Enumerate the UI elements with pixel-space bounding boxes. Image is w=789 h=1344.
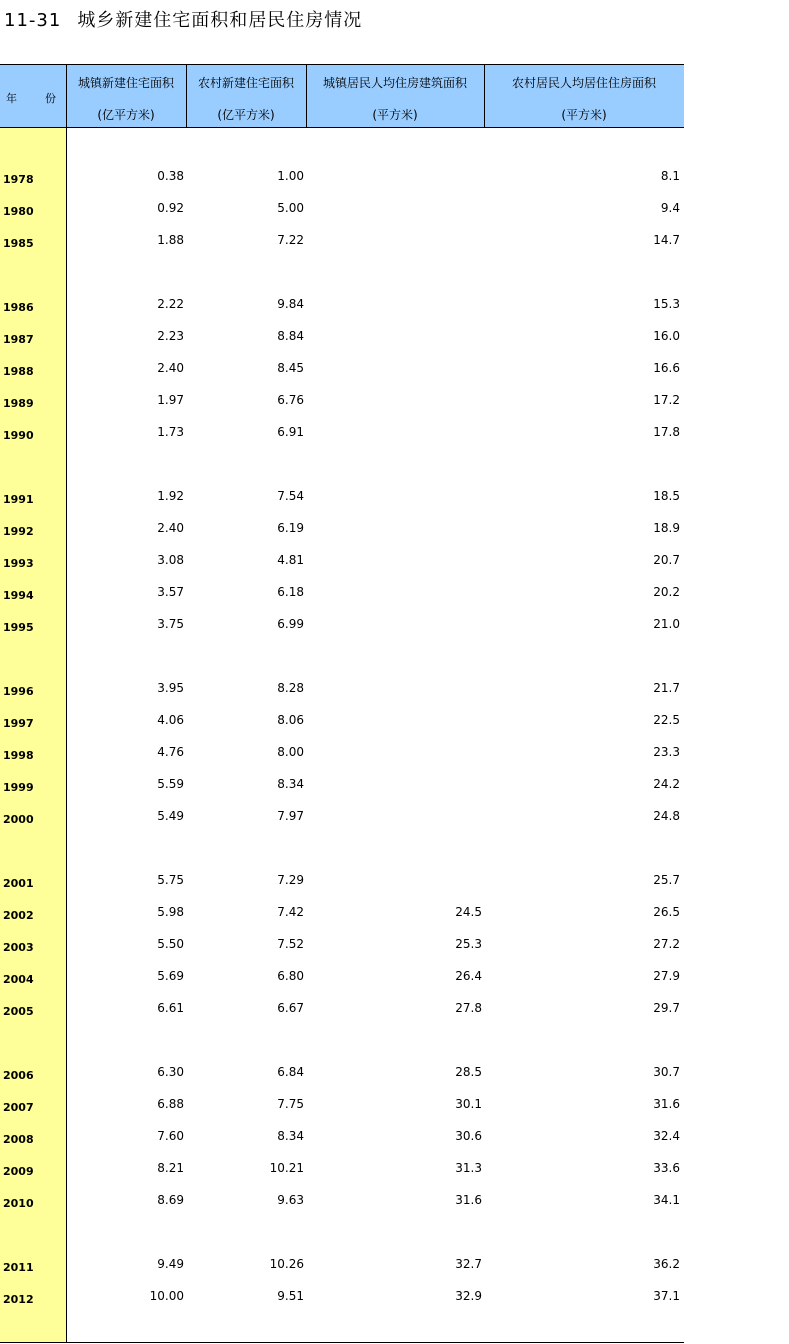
cell-rural-per-capita: 20.2 bbox=[653, 585, 680, 599]
cell-rural-new: 9.84 bbox=[277, 297, 304, 311]
table-row bbox=[0, 1126, 684, 1146]
row-year: 2005 bbox=[3, 1005, 34, 1018]
row-year: 2010 bbox=[3, 1197, 34, 1210]
cell-urban-new: 5.50 bbox=[157, 937, 184, 951]
cell-urban-new: 5.49 bbox=[157, 809, 184, 823]
cell-urban-per-capita: 27.8 bbox=[455, 1001, 482, 1015]
table-bottom-rule bbox=[0, 1342, 684, 1343]
cell-rural-per-capita: 20.7 bbox=[653, 553, 680, 567]
cell-urban-per-capita: 28.5 bbox=[455, 1065, 482, 1079]
cell-urban-new: 3.08 bbox=[157, 553, 184, 567]
table-row bbox=[0, 806, 684, 826]
cell-rural-new: 5.00 bbox=[277, 201, 304, 215]
cell-rural-per-capita: 22.5 bbox=[653, 713, 680, 727]
row-year: 2002 bbox=[3, 909, 34, 922]
header-top-rule bbox=[0, 64, 684, 65]
cell-urban-new: 1.88 bbox=[157, 233, 184, 247]
header-urban-new-area-unit: (亿平方米) bbox=[97, 108, 155, 122]
table-row bbox=[0, 998, 684, 1018]
cell-urban-per-capita: 26.4 bbox=[455, 969, 482, 983]
cell-urban-new: 0.92 bbox=[157, 201, 184, 215]
cell-urban-new: 5.59 bbox=[157, 777, 184, 791]
cell-urban-new: 4.06 bbox=[157, 713, 184, 727]
cell-rural-per-capita: 36.2 bbox=[653, 1257, 680, 1271]
cell-urban-new: 4.76 bbox=[157, 745, 184, 759]
cell-rural-per-capita: 23.3 bbox=[653, 745, 680, 759]
row-year: 1991 bbox=[3, 493, 34, 506]
header-rural-new-area-unit: (亿平方米) bbox=[217, 108, 275, 122]
cell-urban-new: 2.22 bbox=[157, 297, 184, 311]
cell-urban-new: 1.92 bbox=[157, 489, 184, 503]
cell-rural-per-capita: 24.8 bbox=[653, 809, 680, 823]
cell-rural-per-capita: 18.9 bbox=[653, 521, 680, 535]
cell-rural-per-capita: 9.4 bbox=[660, 201, 680, 215]
row-year: 2006 bbox=[3, 1069, 34, 1082]
table-row bbox=[0, 326, 684, 346]
row-year: 1978 bbox=[3, 173, 34, 186]
cell-rural-new: 6.18 bbox=[277, 585, 304, 599]
header-rural-new-area-title: 农村新建住宅面积 bbox=[197, 76, 294, 90]
header-year bbox=[0, 64, 66, 128]
cell-rural-per-capita: 26.5 bbox=[653, 905, 680, 919]
cell-urban-per-capita: 30.6 bbox=[455, 1129, 482, 1143]
row-year: 1980 bbox=[3, 205, 34, 218]
cell-rural-new: 6.80 bbox=[277, 969, 304, 983]
row-year: 1987 bbox=[3, 333, 34, 346]
cell-urban-per-capita: 31.3 bbox=[455, 1161, 482, 1175]
row-year: 2004 bbox=[3, 973, 34, 986]
row-year: 1992 bbox=[3, 525, 34, 538]
table-row bbox=[0, 774, 684, 794]
table-row bbox=[0, 902, 684, 922]
header-rural-per-capita bbox=[484, 64, 684, 128]
cell-urban-per-capita: 32.9 bbox=[455, 1289, 482, 1303]
table-row bbox=[0, 742, 684, 762]
cell-urban-per-capita: 30.1 bbox=[455, 1097, 482, 1111]
row-year: 1988 bbox=[3, 365, 34, 378]
header-urban-per-capita-title: 城镇居民人均住房建筑面积 bbox=[322, 76, 467, 90]
table-row bbox=[0, 422, 684, 442]
cell-urban-per-capita: 32.7 bbox=[455, 1257, 482, 1271]
cell-rural-new: 6.76 bbox=[277, 393, 304, 407]
table-row bbox=[0, 934, 684, 954]
cell-urban-new: 2.23 bbox=[157, 329, 184, 343]
cell-rural-per-capita: 21.0 bbox=[653, 617, 680, 631]
table-row bbox=[0, 1062, 684, 1082]
header-urban-per-capita-unit: (平方米) bbox=[372, 108, 418, 122]
header-divider-1 bbox=[186, 64, 187, 128]
cell-urban-new: 3.95 bbox=[157, 681, 184, 695]
table-row bbox=[0, 614, 684, 634]
cell-rural-new: 6.67 bbox=[277, 1001, 304, 1015]
cell-rural-new: 8.34 bbox=[277, 777, 304, 791]
cell-urban-new: 2.40 bbox=[157, 361, 184, 375]
row-year: 1986 bbox=[3, 301, 34, 314]
cell-rural-per-capita: 37.1 bbox=[653, 1289, 680, 1303]
cell-rural-new: 8.06 bbox=[277, 713, 304, 727]
table-row bbox=[0, 358, 684, 378]
cell-rural-new: 9.51 bbox=[277, 1289, 304, 1303]
table-row bbox=[0, 1094, 684, 1114]
row-year: 2001 bbox=[3, 877, 34, 890]
cell-rural-new: 7.29 bbox=[277, 873, 304, 887]
row-year: 2008 bbox=[3, 1133, 34, 1146]
table-row bbox=[0, 294, 684, 314]
header-rural-per-capita-unit: (平方米) bbox=[561, 108, 607, 122]
cell-rural-per-capita: 29.7 bbox=[653, 1001, 680, 1015]
header-year-char2: 份 bbox=[45, 92, 56, 105]
cell-urban-new: 8.69 bbox=[157, 1193, 184, 1207]
row-year: 2011 bbox=[3, 1261, 34, 1274]
cell-rural-per-capita: 8.1 bbox=[660, 169, 680, 183]
cell-urban-new: 6.88 bbox=[157, 1097, 184, 1111]
cell-rural-new: 7.97 bbox=[277, 809, 304, 823]
cell-rural-per-capita: 17.2 bbox=[653, 393, 680, 407]
cell-rural-per-capita: 30.7 bbox=[653, 1065, 680, 1079]
table-row bbox=[0, 550, 684, 570]
cell-rural-per-capita: 27.9 bbox=[653, 969, 680, 983]
table-row bbox=[0, 1158, 684, 1178]
table-row bbox=[0, 582, 684, 602]
row-year: 1985 bbox=[3, 237, 34, 250]
cell-rural-new: 7.52 bbox=[277, 937, 304, 951]
cell-rural-new: 8.34 bbox=[277, 1129, 304, 1143]
row-year: 1989 bbox=[3, 397, 34, 410]
cell-rural-new: 8.84 bbox=[277, 329, 304, 343]
cell-urban-new: 3.57 bbox=[157, 585, 184, 599]
table-row bbox=[0, 966, 684, 986]
row-year: 2009 bbox=[3, 1165, 34, 1178]
cell-rural-per-capita: 34.1 bbox=[653, 1193, 680, 1207]
year-column-divider bbox=[66, 64, 67, 1343]
cell-urban-new: 2.40 bbox=[157, 521, 184, 535]
header-urban-per-capita bbox=[306, 64, 484, 128]
table-row bbox=[0, 518, 684, 538]
cell-rural-new: 8.45 bbox=[277, 361, 304, 375]
table-header bbox=[0, 64, 684, 128]
cell-rural-new: 6.84 bbox=[277, 1065, 304, 1079]
cell-rural-new: 7.54 bbox=[277, 489, 304, 503]
cell-rural-per-capita: 31.6 bbox=[653, 1097, 680, 1111]
cell-urban-new: 8.21 bbox=[157, 1161, 184, 1175]
cell-urban-per-capita: 24.5 bbox=[455, 905, 482, 919]
cell-rural-new: 6.19 bbox=[277, 521, 304, 535]
cell-rural-per-capita: 15.3 bbox=[653, 297, 680, 311]
cell-rural-per-capita: 14.7 bbox=[653, 233, 680, 247]
cell-urban-new: 3.75 bbox=[157, 617, 184, 631]
table-row bbox=[0, 166, 684, 186]
cell-rural-per-capita: 25.7 bbox=[653, 873, 680, 887]
cell-rural-new: 6.99 bbox=[277, 617, 304, 631]
cell-urban-per-capita: 25.3 bbox=[455, 937, 482, 951]
header-divider-3 bbox=[484, 64, 485, 128]
cell-rural-new: 10.26 bbox=[269, 1257, 304, 1271]
table-row bbox=[0, 390, 684, 410]
cell-urban-per-capita: 31.6 bbox=[455, 1193, 482, 1207]
header-rural-new-area bbox=[186, 64, 306, 128]
table-number: 11-31 bbox=[4, 10, 62, 31]
row-year: 1995 bbox=[3, 621, 34, 634]
header-rural-per-capita-title: 农村居民人均居住住房面积 bbox=[511, 76, 656, 90]
header-year-char1: 年 bbox=[6, 92, 17, 105]
table-row bbox=[0, 710, 684, 730]
table-row bbox=[0, 1254, 684, 1274]
header-bottom-rule bbox=[0, 127, 684, 128]
row-year: 2000 bbox=[3, 813, 34, 826]
cell-rural-new: 9.63 bbox=[277, 1193, 304, 1207]
cell-rural-per-capita: 24.2 bbox=[653, 777, 680, 791]
cell-urban-new: 5.75 bbox=[157, 873, 184, 887]
cell-rural-new: 8.00 bbox=[277, 745, 304, 759]
cell-rural-new: 4.81 bbox=[277, 553, 304, 567]
cell-rural-per-capita: 27.2 bbox=[653, 937, 680, 951]
cell-rural-new: 7.75 bbox=[277, 1097, 304, 1111]
cell-rural-new: 8.28 bbox=[277, 681, 304, 695]
header-divider-2 bbox=[306, 64, 307, 128]
cell-rural-new: 7.22 bbox=[277, 233, 304, 247]
row-year: 1993 bbox=[3, 557, 34, 570]
cell-urban-new: 7.60 bbox=[157, 1129, 184, 1143]
cell-rural-per-capita: 16.6 bbox=[653, 361, 680, 375]
header-urban-new-area bbox=[66, 64, 186, 128]
cell-urban-new: 1.73 bbox=[157, 425, 184, 439]
table-row bbox=[0, 870, 684, 890]
cell-urban-new: 0.38 bbox=[157, 169, 184, 183]
row-year: 2007 bbox=[3, 1101, 34, 1114]
table-row bbox=[0, 678, 684, 698]
cell-rural-per-capita: 17.8 bbox=[653, 425, 680, 439]
row-year: 2003 bbox=[3, 941, 34, 954]
row-year: 1994 bbox=[3, 589, 34, 602]
row-year: 2012 bbox=[3, 1293, 34, 1306]
cell-urban-new: 5.98 bbox=[157, 905, 184, 919]
cell-urban-new: 1.97 bbox=[157, 393, 184, 407]
cell-rural-per-capita: 32.4 bbox=[653, 1129, 680, 1143]
cell-rural-new: 6.91 bbox=[277, 425, 304, 439]
cell-urban-new: 6.61 bbox=[157, 1001, 184, 1015]
table-row bbox=[0, 230, 684, 250]
cell-rural-per-capita: 18.5 bbox=[653, 489, 680, 503]
cell-urban-new: 5.69 bbox=[157, 969, 184, 983]
table-row bbox=[0, 1286, 684, 1306]
cell-urban-new: 10.00 bbox=[149, 1289, 184, 1303]
cell-rural-per-capita: 21.7 bbox=[653, 681, 680, 695]
cell-rural-per-capita: 33.6 bbox=[653, 1161, 680, 1175]
header-urban-new-area-title: 城镇新建住宅面积 bbox=[77, 76, 174, 90]
table-row bbox=[0, 198, 684, 218]
table-row bbox=[0, 486, 684, 506]
cell-urban-new: 9.49 bbox=[157, 1257, 184, 1271]
row-year: 1996 bbox=[3, 685, 34, 698]
row-year: 1997 bbox=[3, 717, 34, 730]
row-year: 1998 bbox=[3, 749, 34, 762]
cell-urban-new: 6.30 bbox=[157, 1065, 184, 1079]
cell-rural-new: 1.00 bbox=[277, 169, 304, 183]
row-year: 1990 bbox=[3, 429, 34, 442]
cell-rural-per-capita: 16.0 bbox=[653, 329, 680, 343]
cell-rural-new: 10.21 bbox=[269, 1161, 304, 1175]
table-row bbox=[0, 1190, 684, 1210]
cell-rural-new: 7.42 bbox=[277, 905, 304, 919]
row-year: 1999 bbox=[3, 781, 34, 794]
table-title-text: 城乡新建住宅面积和居民住房情况 bbox=[77, 10, 363, 31]
table-title bbox=[4, 6, 362, 32]
